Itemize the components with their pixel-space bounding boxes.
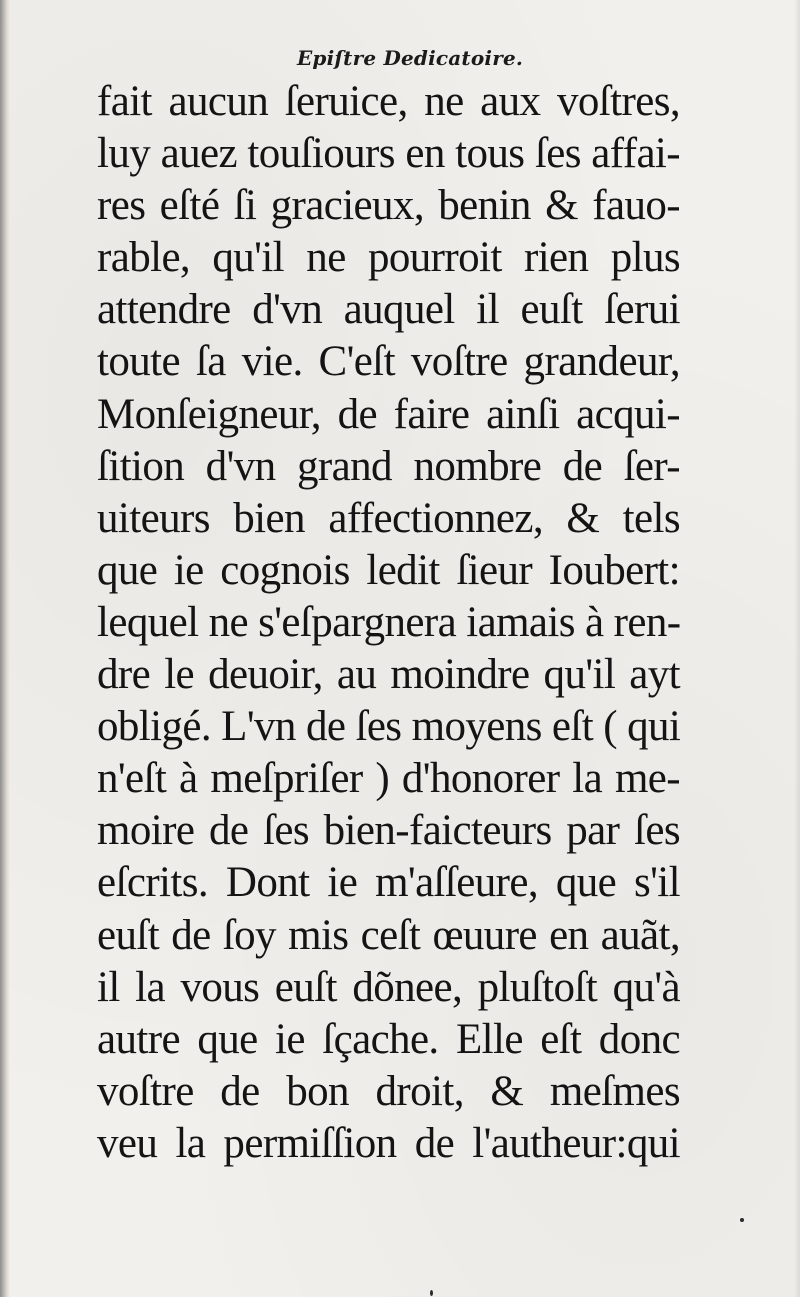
text-line: fait aucun ſeruice, ne aux voſtres, [97, 78, 680, 125]
running-head: Epiſtre Dedicatoire. [296, 46, 524, 70]
text-line: rable, qu'il ne pourroit rien plus [97, 234, 680, 282]
page-gutter-edge [0, 0, 10, 1297]
text-line: il la vous euſt dõnee, pluſtoſt qu'à [97, 963, 680, 1011]
text-line: moire de ſes bien-faicteurs par ſes [97, 807, 680, 855]
text-line: lequel ne s'eſpargnera iamais à ren- [97, 598, 681, 646]
text-line: res eſté ſi gracieux, benin & fauo- [97, 182, 680, 230]
text-line: ſition d'vn grand nombre de ſer- [97, 442, 680, 490]
text-line: n'eſt à meſpriſer ) d'honorer la me- [97, 755, 680, 803]
text-line: dre le deuoir, au moindre qu'il ayt [97, 651, 680, 699]
text-line: attendre d'vn auquel il euſt ſerui [97, 286, 680, 334]
text-line: toute ſa vie. C'eſt voſtre grandeur, [97, 338, 680, 386]
text-line: uiteurs bien affectionnez, & tels [97, 494, 680, 542]
text-line: obligé. L'vn de ſes moyens eſt ( qui [97, 703, 681, 751]
text-line: voſtre de bon droit, & meſmes [97, 1067, 680, 1115]
ink-speck [430, 1290, 433, 1296]
text-line: luy auez touſiours en tous ſes affai- [97, 130, 680, 178]
text-line: euſt de ſoy mis ceſt œuure en auãt, [97, 911, 680, 959]
text-line: que ie cognois ledit ſieur Ioubert: [97, 546, 680, 594]
text-line: autre que ie ſçache. Elle eſt donc [97, 1015, 680, 1063]
text-line: Monſeigneur, de faire ainſi acqui- [97, 390, 680, 438]
page-right-shadow [794, 0, 800, 1297]
text-line: veu la permiſſion de l'autheur:qui [97, 1119, 680, 1167]
text-line: eſcrits. Dont ie m'aſſeure, que s'il [97, 859, 680, 907]
ink-speck [740, 1218, 744, 1222]
body-text [97, 76, 680, 1170]
